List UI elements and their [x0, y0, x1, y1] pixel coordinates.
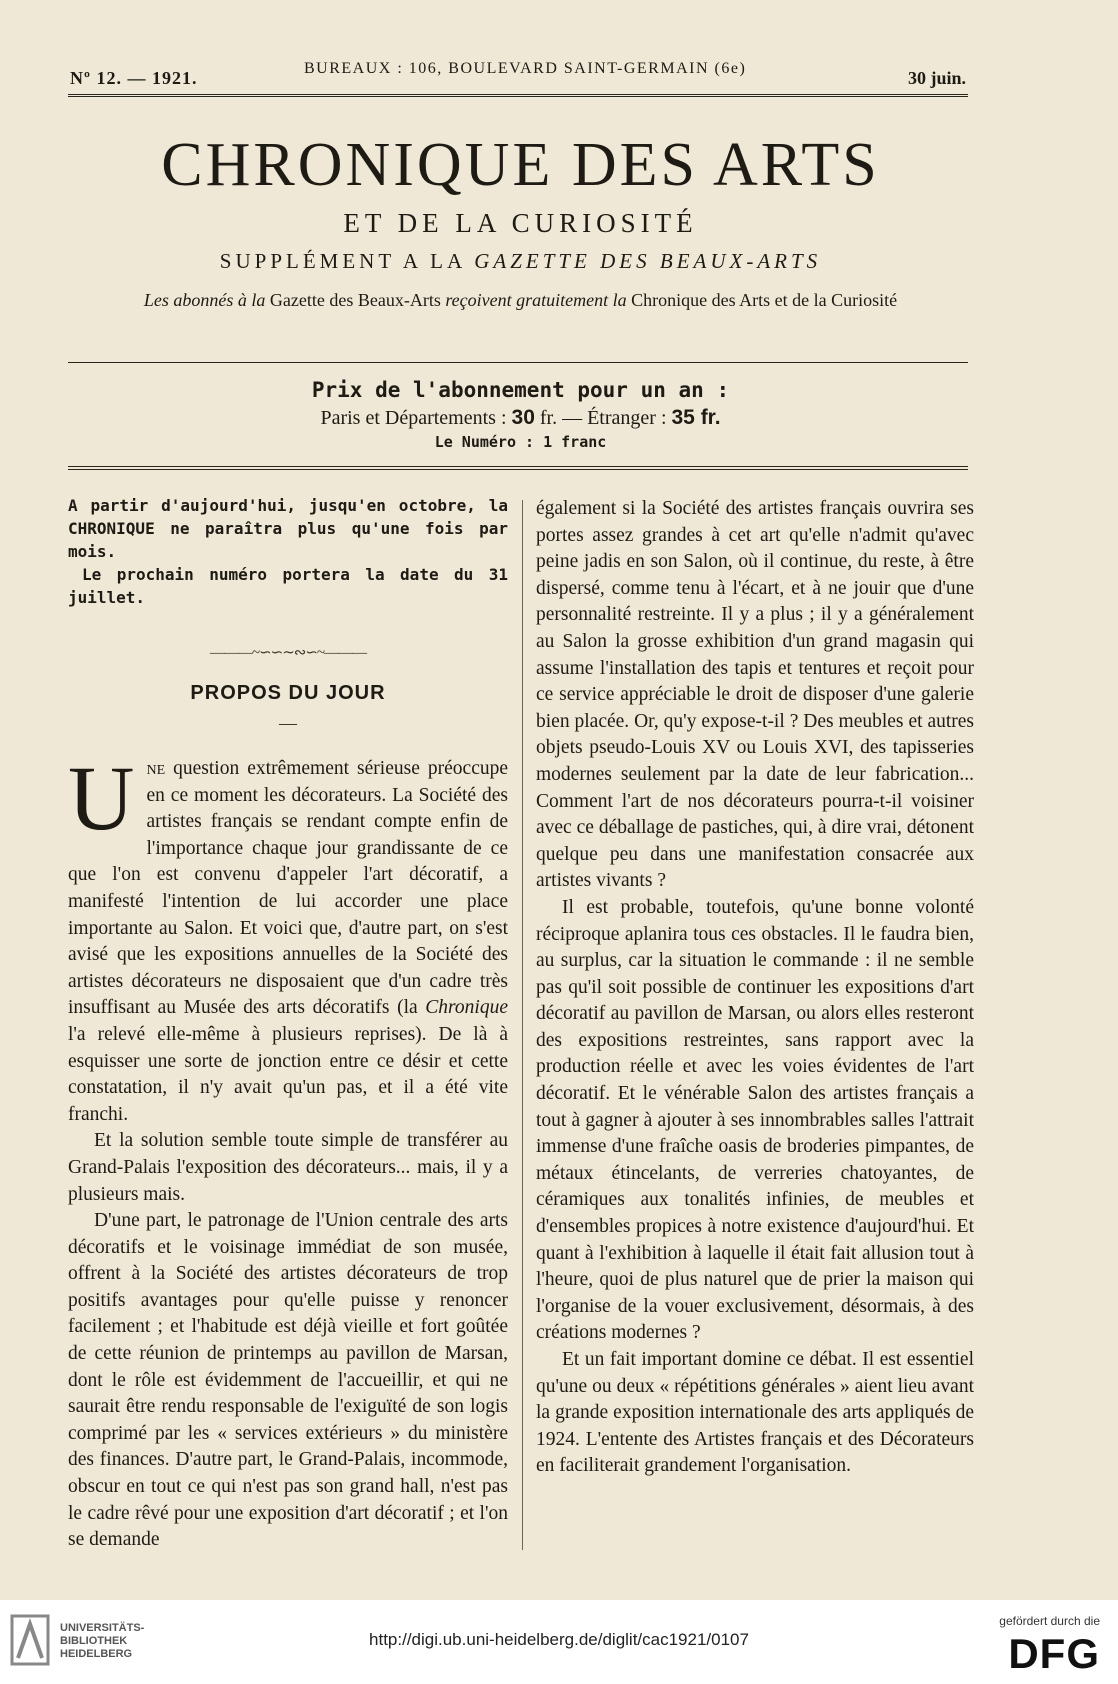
- foreign-price: 35 fr.: [671, 406, 721, 429]
- subscribers-note-part: Chronique des Arts et de la Curiosité: [626, 290, 898, 310]
- foreign-label: fr. — Étranger :: [534, 407, 672, 429]
- supplement-line: [0, 249, 1041, 274]
- office-address: BUREAUX : 106, BOULEVARD SAINT-GERMAIN (6e): [304, 60, 747, 77]
- left-column: [68, 494, 508, 1554]
- university-name: UNIVERSITÄTS- BIBLIOTHEK HEIDELBERG: [60, 1622, 145, 1660]
- subscription-box: [0, 378, 1041, 451]
- issue-date: 30 juin.: [907, 68, 966, 88]
- notice-paragraph: A partir d'aujourd'hui, jusqu'en octobre, la CHRONIQUE ne paraîtra plus qu'une fois par mois.: [68, 496, 508, 561]
- paragraph-text: question extrêmement sérieuse préoccupe en ce moment les décorateurs. La Société des artistes français se rendant compte enfin de l'importance chaque jour grandissante de ce que l'on est convenu d'appeler l'art décoratif, a manifesté l'intention de lui accorder une place importante au Salon. Et voici que, d'autre part, on s'est avisé que les expositions annuelles de la Société des artistes décorateurs ne disposaient que d'un cadre très insuffisant au Musée des arts décoratifs (la: [68, 758, 508, 1019]
- article-paragraph: D'une part, le patronage de l'Union centrale des arts décoratifs et le voisinage immédiat de son musée, offrent à la Société des artistes décorateurs de trop positifs avantages pour qu'elle puisse y renoncer facilement ; et l'habitude est déjà vieille et fort goûtée de cette réunion de printemps au pavillon de Marsan, dont le rôle est évidemment de l'accueillir, et qui ne saurait être rendu responsable de l'exiguïté de son logis comprimé par les « services extérieurs » du ministère des finances. D'autre part, le Grand-Palais, incommode, obscur en tout ce qui n'est pas son grand hall, n'est pas le cadre rêvé pour une exposition d'art décoratif ; et l'on se demande: [68, 1210, 508, 1551]
- notice-paragraph: Le prochain numéro portera la date du 31 juillet.: [68, 565, 508, 607]
- ornament-divider: ———~∽∽∼∾∽~———: [209, 645, 367, 661]
- source-url[interactable]: http://digi.ub.uni-heidelberg.de/diglit/cac1921/0107: [369, 1630, 749, 1649]
- article-paragraph: Et la solution semble toute simple de transférer au Grand-Palais l'exposition des décorateurs... mais, il y a plusieurs mais.: [68, 1130, 508, 1205]
- drop-cap: U: [68, 747, 135, 849]
- paragraph-text: l'a relevé elle-même à plusieurs reprises). De là à esquisser une sorte de jonction entre ce désir et cette constatation, il n'y avait qu'un pas, et il a été vite franchi.: [68, 1023, 508, 1125]
- heading-dash: —: [279, 713, 297, 733]
- paris-price: 30: [511, 406, 535, 429]
- sponsor-label: gefördert durch die: [999, 1614, 1100, 1628]
- article-heading: PROPOS DU JOUR: [190, 682, 386, 704]
- divider: [68, 362, 968, 363]
- subscribers-note-part: Les abonnés à la: [143, 290, 266, 310]
- right-column: [536, 496, 974, 1480]
- subscription-prices: [0, 406, 1041, 430]
- subscription-heading: Prix de l'abonnement pour un an :: [311, 378, 730, 402]
- masthead: [0, 130, 1041, 311]
- header-line: [68, 60, 968, 97]
- article-paragraph: également si la Société des artistes français ouvrira ses portes assez grandes à cet art qu'elle n'admit qu'avec peine jadis en son Salon, où il continue, du reste, à être dispersé, comme tenu à l'écart, et à ne jouir que d'une personnalité restreinte. Il y a plus ; il y a généralement au Salon la grosse exhibition d'un grand magasin qui assume l'installation des tapis et tentures et reçoit pour ce service appréciable le droit de disposer d'une galerie bien placée. Or, qu'y expose-t-il ? Des meubles et autres objets pseudo-Louis XV ou Louis XVI, des tapisseries modernes seulement par la date de leur fabrication... Comment l'art de nos décorateurs pourra-t-il voisiner avec ce déballage de pastiches, qui, à dire vrai, détonent quelque peu dans une manifestation consacrée aux artistes vivants ?: [536, 498, 974, 892]
- italic-text: Chronique: [425, 997, 508, 1019]
- smallcaps-text: ne: [146, 758, 166, 779]
- article-paragraph: Il est probable, toutefois, qu'une bonne volonté réciproque aplanira tous ces obstacles. Il le faudra bien, au surplus, car la situation le commande : il ne semble pas qu'il soit possible de continuer les expositions d'art décoratif au pavillon de Marsan, ou alors elles resteront des expositions restreintes, sans rapport avec la production réelle et avec les voies évidentes de l'art décoratif. Et le vénérable Salon des artistes français a tout à gagner à ajouter à ses innombrables salles l'attrait immense d'une fraîche oasis de broderies pimpantes, de métaux étincelants, de verreries chatoyantes, de céramiques aux tonalités infinies, de meubles et d'ensembles propices à notre existence d'aujourd'hui. Et quant à l'exhibition à laquelle il était fait allusion tout à l'heure, quoi de plus naturel que de prier la maison qui l'organise de la vouer exclusivement, désormais, à des créations modernes ?: [536, 896, 974, 1344]
- publication-subtitle: ET DE LA CURIOSITÉ: [343, 208, 698, 238]
- paris-label: Paris et Départements :: [320, 407, 512, 429]
- subscribers-note: [0, 290, 1041, 311]
- dfg-logo: DFG: [1008, 1630, 1100, 1677]
- supplement-prefix: SUPPLÉMENT A LA: [219, 249, 475, 273]
- subscribers-note-part: Gazette des Beaux-Arts: [265, 290, 446, 310]
- article-paragraph: Et un fait important domine ce débat. Il est essentiel qu'une ou deux « répétitions générales » aient lieu avant la grande exposition internationale des arts appliqués de 1924. L'entente des Artistes français et des Décorateurs en faciliterait grandement l'organisation.: [536, 1349, 974, 1477]
- issue-number: Nº 12. — 1921.: [70, 68, 198, 88]
- supplement-gazette: GAZETTE DES BEAUX-ARTS: [474, 249, 822, 273]
- article-paragraph: [68, 747, 508, 1128]
- publication-title: CHRONIQUE DES ARTS: [161, 131, 880, 199]
- footer-bar: [0, 1600, 1118, 1684]
- column-divider: [522, 500, 523, 1550]
- single-issue-price: Le Numéro : 1 franc: [434, 433, 607, 451]
- double-divider: [68, 466, 968, 470]
- subscribers-note-part: reçoivent gratuitement la: [445, 290, 627, 310]
